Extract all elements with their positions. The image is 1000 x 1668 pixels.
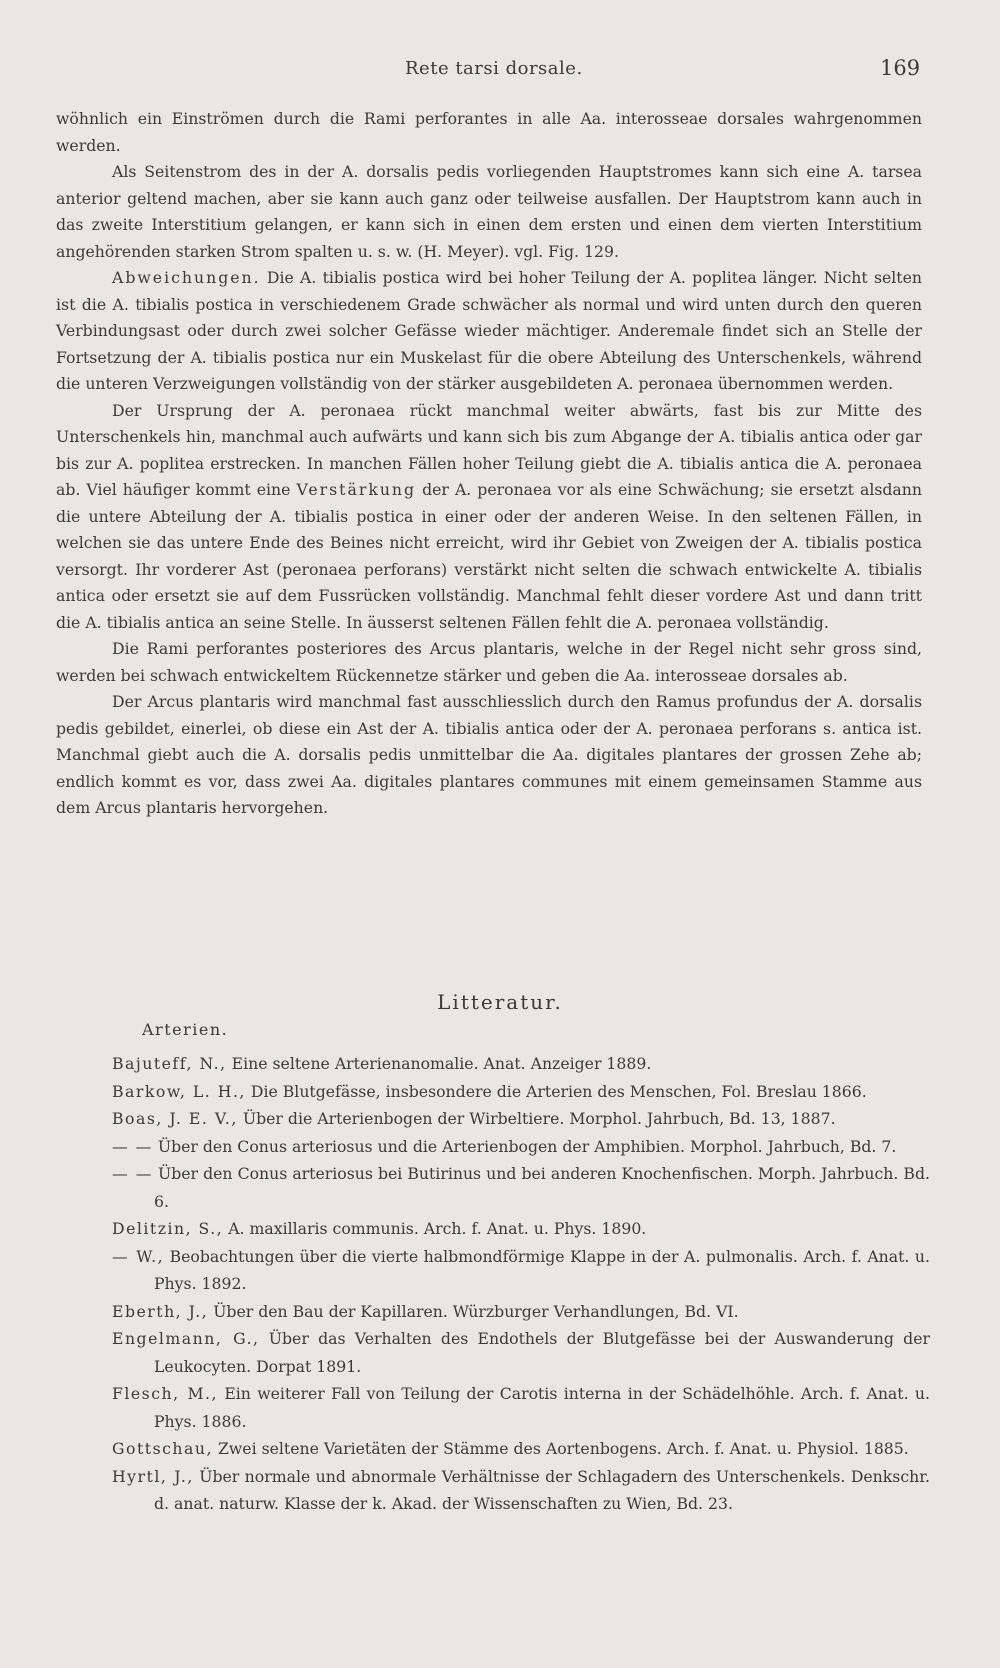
spaced-emphasis: Verstärkung xyxy=(296,480,417,499)
reference-text: Eine seltene Arterienanomalie. Anat. Anzeiger 1889. xyxy=(226,1054,652,1073)
paragraph-text: Die A. tibialis postica wird bei hoher Teilung der A. poplitea länger. Nicht selten ist die A. tibialis postica in verschiedenem Grade schwächer als normal und wird unten durch den queren Verbindungsast oder durch zwei solcher Gefässe wieder mächtiger. Anderemale findet sich an Stelle der Fortsetzung der A. tibialis postica nur ein Muskelast für die obere Abteilung des Unterschenkels, während die unteren Verzweigungen vollständig von der stärker ausgebildeten A. peronaea übernommen werden. xyxy=(56,268,922,393)
reference-entry xyxy=(112,1463,930,1518)
reference-entry xyxy=(112,1078,930,1106)
reference-text: Zwei seltene Varietäten der Stämme des Aortenbogens. Arch. f. Anat. u. Physiol. 1885. xyxy=(212,1439,909,1458)
reference-author: Bajuteff, N., xyxy=(112,1054,227,1073)
reference-author: — — xyxy=(112,1136,153,1156)
reference-text: Die Blutgefässe, insbesondere die Arterien des Menschen, Fol. Breslau 1866. xyxy=(245,1081,867,1101)
reference-author: Eberth, J., xyxy=(112,1301,209,1321)
reference-entry xyxy=(112,1105,930,1133)
reference-author: — W., xyxy=(112,1246,165,1266)
reference-author: Hyrtl, J., xyxy=(112,1466,194,1486)
reference-author: Barkow, L. H., xyxy=(112,1081,246,1101)
reference-list xyxy=(112,1050,930,1518)
reference-author: Boas, J. E. V., xyxy=(112,1109,238,1128)
paragraph: Als Seitenstrom des in der A. dorsalis pedis vorliegenden Hauptstromes kann sich eine A. tarsea anterior geltend machen, aber sie kann auch ganz oder teilweise ausfallen. Der Hauptstrom kann auch in das zweite Interstitium gelangen, er kann sich in einen dem ersten und einen dem vierten Interstitium angehörenden starken Strom spalten u. s. w. (H. Meyer). vgl. Fig. 129. xyxy=(56,162,922,261)
page-number: 169 xyxy=(880,56,921,80)
reference-text: Über das Verhalten des Endothels der Blutgefässe bei der Auswanderung der Leukocyten. Dorpat 1891. xyxy=(154,1329,930,1376)
paragraph-text: Der Ursprung der A. peronaea rückt manchmal weiter abwärts, fast bis zur Mitte des Unterschenkels hin, manchmal auch aufwärts und kann sich bis zum Abgange der A. tibialis antica oder gar bis zur A. poplitea erstrecken. In manchen Fällen hoher Teilung giebt die A. tibialis antica die A. peronaea ab. Viel häufiger kommt eine xyxy=(56,400,922,499)
running-title: Rete tarsi dorsale. xyxy=(405,58,583,79)
reference-entry xyxy=(112,1050,930,1078)
reference-author: Gottschau, xyxy=(112,1439,213,1458)
reference-text: Über normale und abnormale Verhältnisse der Schlagadern des Unterschenkels. Denkschr. d. anat. naturw. Klasse der k. Akad. der Wissenschaften zu Wien, Bd. 23. xyxy=(154,1466,930,1513)
literature-subheading: Arterien. xyxy=(142,1020,229,1039)
paragraph xyxy=(56,265,922,398)
reference-text: Über den Bau der Kapillaren. Würzburger Verhandlungen, Bd. VI. xyxy=(208,1301,739,1321)
running-header xyxy=(0,58,1000,88)
reference-text: Ein weiterer Fall von Teilung der Carotis interna in der Schädelhöhle. Arch. f. Anat. u. Phys. 1886. xyxy=(154,1384,930,1431)
reference-text: Über den Conus arteriosus und die Arterienbogen der Amphibien. Morphol. Jahrbuch, Bd. 7. xyxy=(152,1136,897,1156)
reference-text: A. maxillaris communis. Arch. f. Anat. u. Phys. 1890. xyxy=(223,1219,647,1238)
main-text xyxy=(56,106,922,822)
section-lead: Abweichungen. xyxy=(112,268,261,287)
paragraph: Der Arcus plantaris wird manchmal fast ausschliesslich durch den Ramus profundus der A. dorsalis pedis gebildet, einerlei, ob diese ein Ast der A. tibialis antica oder der A. peronaea perforans s. antica ist. Manchmal giebt auch die A. dorsalis pedis unmittelbar die Aa. digitales plantares der grossen Zehe ab; endlich kommt es vor, dass zwei Aa. digitales plantares communes mit einem gemeinsamen Stamme aus dem Arcus plantaris hervorgehen. xyxy=(56,692,922,817)
reference-text: Über den Conus arteriosus bei Butirinus und bei anderen Knochenfischen. Morph. Jahrbuch. Bd. 6. xyxy=(152,1164,930,1211)
reference-author: Flesch, M., xyxy=(112,1384,218,1403)
reference-entry xyxy=(112,1215,930,1243)
reference-entry xyxy=(112,1160,930,1215)
reference-text: Über die Arterienbogen der Wirbeltiere. Morphol. Jahrbuch, Bd. 13, 1887. xyxy=(237,1109,836,1128)
reference-entry xyxy=(112,1133,930,1161)
paragraph: wöhnlich ein Einströmen durch die Rami perforantes in alle Aa. interosseae dorsales wahrgenommen werden. xyxy=(56,109,922,155)
reference-author: — — xyxy=(112,1164,153,1183)
paragraph: Die Rami perforantes posteriores des Arcus plantaris, welche in der Regel nicht sehr gross sind, werden bei schwach entwickeltem Rückennetze stärker und geben die Aa. interosseae dorsales ab. xyxy=(56,639,922,685)
reference-entry xyxy=(112,1298,930,1326)
literature-heading: Litteratur. xyxy=(437,990,563,1014)
reference-entry xyxy=(112,1325,930,1380)
reference-text: Beobachtungen über die vierte halbmondförmige Klappe in der A. pulmonalis. Arch. f. Anat. u. Phys. 1892. xyxy=(154,1246,930,1293)
reference-author: Delitzin, S., xyxy=(112,1219,224,1238)
paragraph xyxy=(56,398,922,637)
paragraph-text: der A. peronaea vor als eine Schwächung; sie ersetzt alsdann die untere Abteilung der A. tibialis postica in einer oder der anderen Weise. In den seltenen Fällen, in welchen sie das untere Ende des Beines nicht erreicht, wird ihr Gebiet von Zweigen der A. tibialis postica versorgt. Ihr vorderer Ast (peronaea perforans) verstärkt nicht selten die schwach entwickelte A. tibialis antica oder ersetzt sie auf dem Fussrücken vollständig. Manchmal fehlt dieser vordere Ast und dann tritt die A. tibialis antica an seine Stelle. In äusserst seltenen Fällen fehlt die A. peronaea vollständig. xyxy=(56,480,922,632)
reference-author: Engelmann, G., xyxy=(112,1329,260,1348)
reference-entry xyxy=(112,1380,930,1435)
reference-entry xyxy=(112,1243,930,1298)
reference-entry xyxy=(112,1435,930,1463)
